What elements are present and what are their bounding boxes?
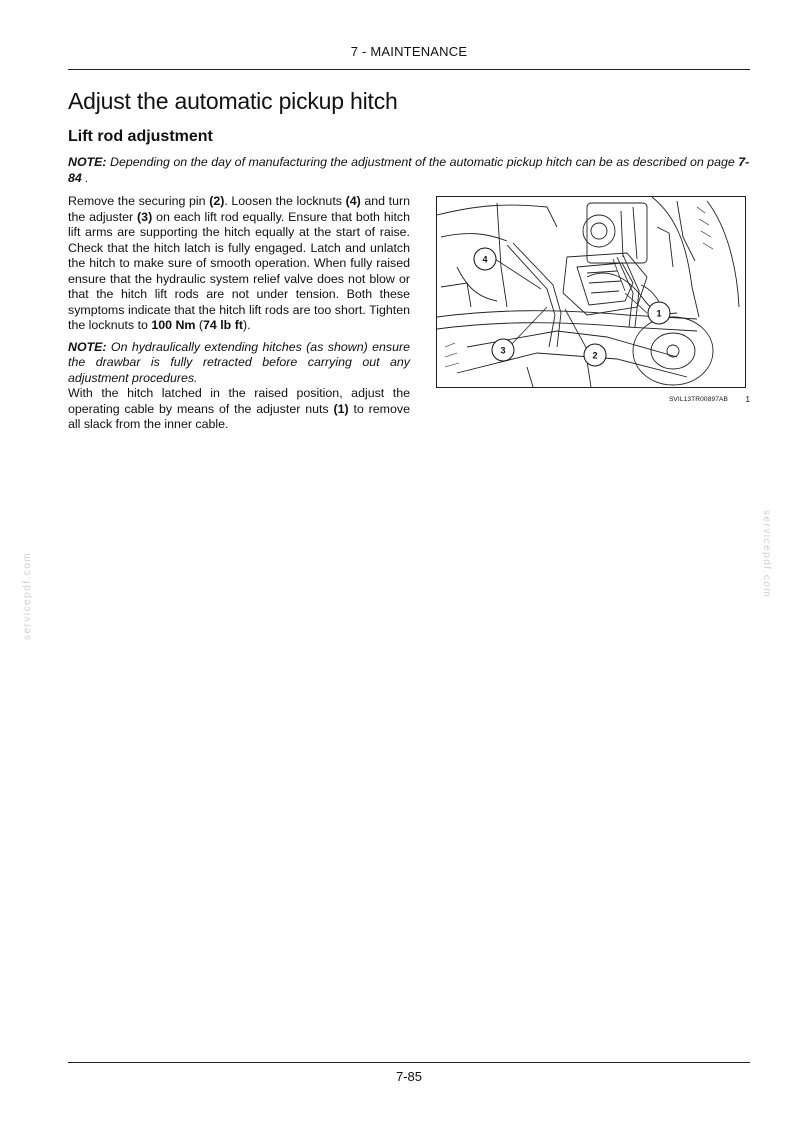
note-text: Depending on the day of manufacturing the adjustment of the automatic pickup hitch can be as described on page <box>106 155 739 169</box>
footer-rule <box>68 1062 750 1063</box>
hitch-illustration <box>436 196 746 388</box>
ref-adjuster: (3) <box>137 209 153 224</box>
text-run: . Loosen the locknuts <box>224 194 346 208</box>
watermark-left: servicepdf.com <box>22 551 33 640</box>
callout-label-4: 4 <box>482 254 488 265</box>
section-header: 7 - MAINTENANCE <box>350 44 468 59</box>
ref-securing-pin: (2) <box>209 194 225 208</box>
text-run: and turn the adjuster <box>68 194 410 224</box>
torque-value-imperial: 74 lb ft <box>203 318 243 332</box>
watermark-right: servicepdf.com <box>761 510 772 599</box>
figure-number: 1 <box>745 395 750 404</box>
note-end: . <box>81 170 89 185</box>
instruction-column <box>68 194 410 433</box>
ref-locknuts: (4) <box>345 194 361 208</box>
text-run: on each lift rod equally. Ensure that both hitch lift arms are supporting the hitch equally at the start of raise. Check that the hitch latch is fully engaged. Latch and unlatch the hitch to make sure of smooth operation. When fully raised ensure that the hydraulic system relief valve does not blow or that the hitch lift rods are not under tension. Both these symptoms indicate that the hitch lift rods are too short. Tighten the locknuts to <box>68 209 410 332</box>
torque-value: 100 Nm <box>151 318 196 332</box>
text-run: ). <box>242 318 251 332</box>
note-text: On hydraulically extending hitches (as shown) ensure the drawbar is fully retracted before carrying out any adjustment procedures. <box>68 339 410 385</box>
hitch-line-drawing <box>437 197 745 387</box>
text-run: to remove all slack from the inner cable. <box>68 401 410 431</box>
section-subtitle: Lift rod adjustment <box>68 128 213 145</box>
header-rule <box>68 69 750 70</box>
note-manufacturing <box>68 155 752 186</box>
note-label: NOTE: <box>68 339 107 354</box>
page-number: 7-85 <box>395 1069 423 1084</box>
lift-rod-instructions <box>68 194 410 334</box>
figure-code: SVIL13TR00897AB <box>668 396 728 403</box>
callout-label-1: 1 <box>656 308 662 319</box>
text-run: With the hitch latched in the raised position, adjust the operating cable by means of the adjuster nuts <box>68 386 410 416</box>
cable-instructions <box>68 386 410 433</box>
note-label: NOTE: <box>68 155 107 169</box>
page-title: Adjust the automatic pickup hitch <box>68 88 398 114</box>
ref-adjuster-nuts: (1) <box>333 401 349 416</box>
note-hydraulic-hitch <box>68 340 410 387</box>
text-run: Remove the securing pin <box>68 194 210 208</box>
callout-label-3: 3 <box>500 345 506 356</box>
callout-label-2: 2 <box>592 350 598 361</box>
text-run: ( <box>195 318 204 332</box>
page-reference-link[interactable]: 7-84 <box>68 155 750 185</box>
